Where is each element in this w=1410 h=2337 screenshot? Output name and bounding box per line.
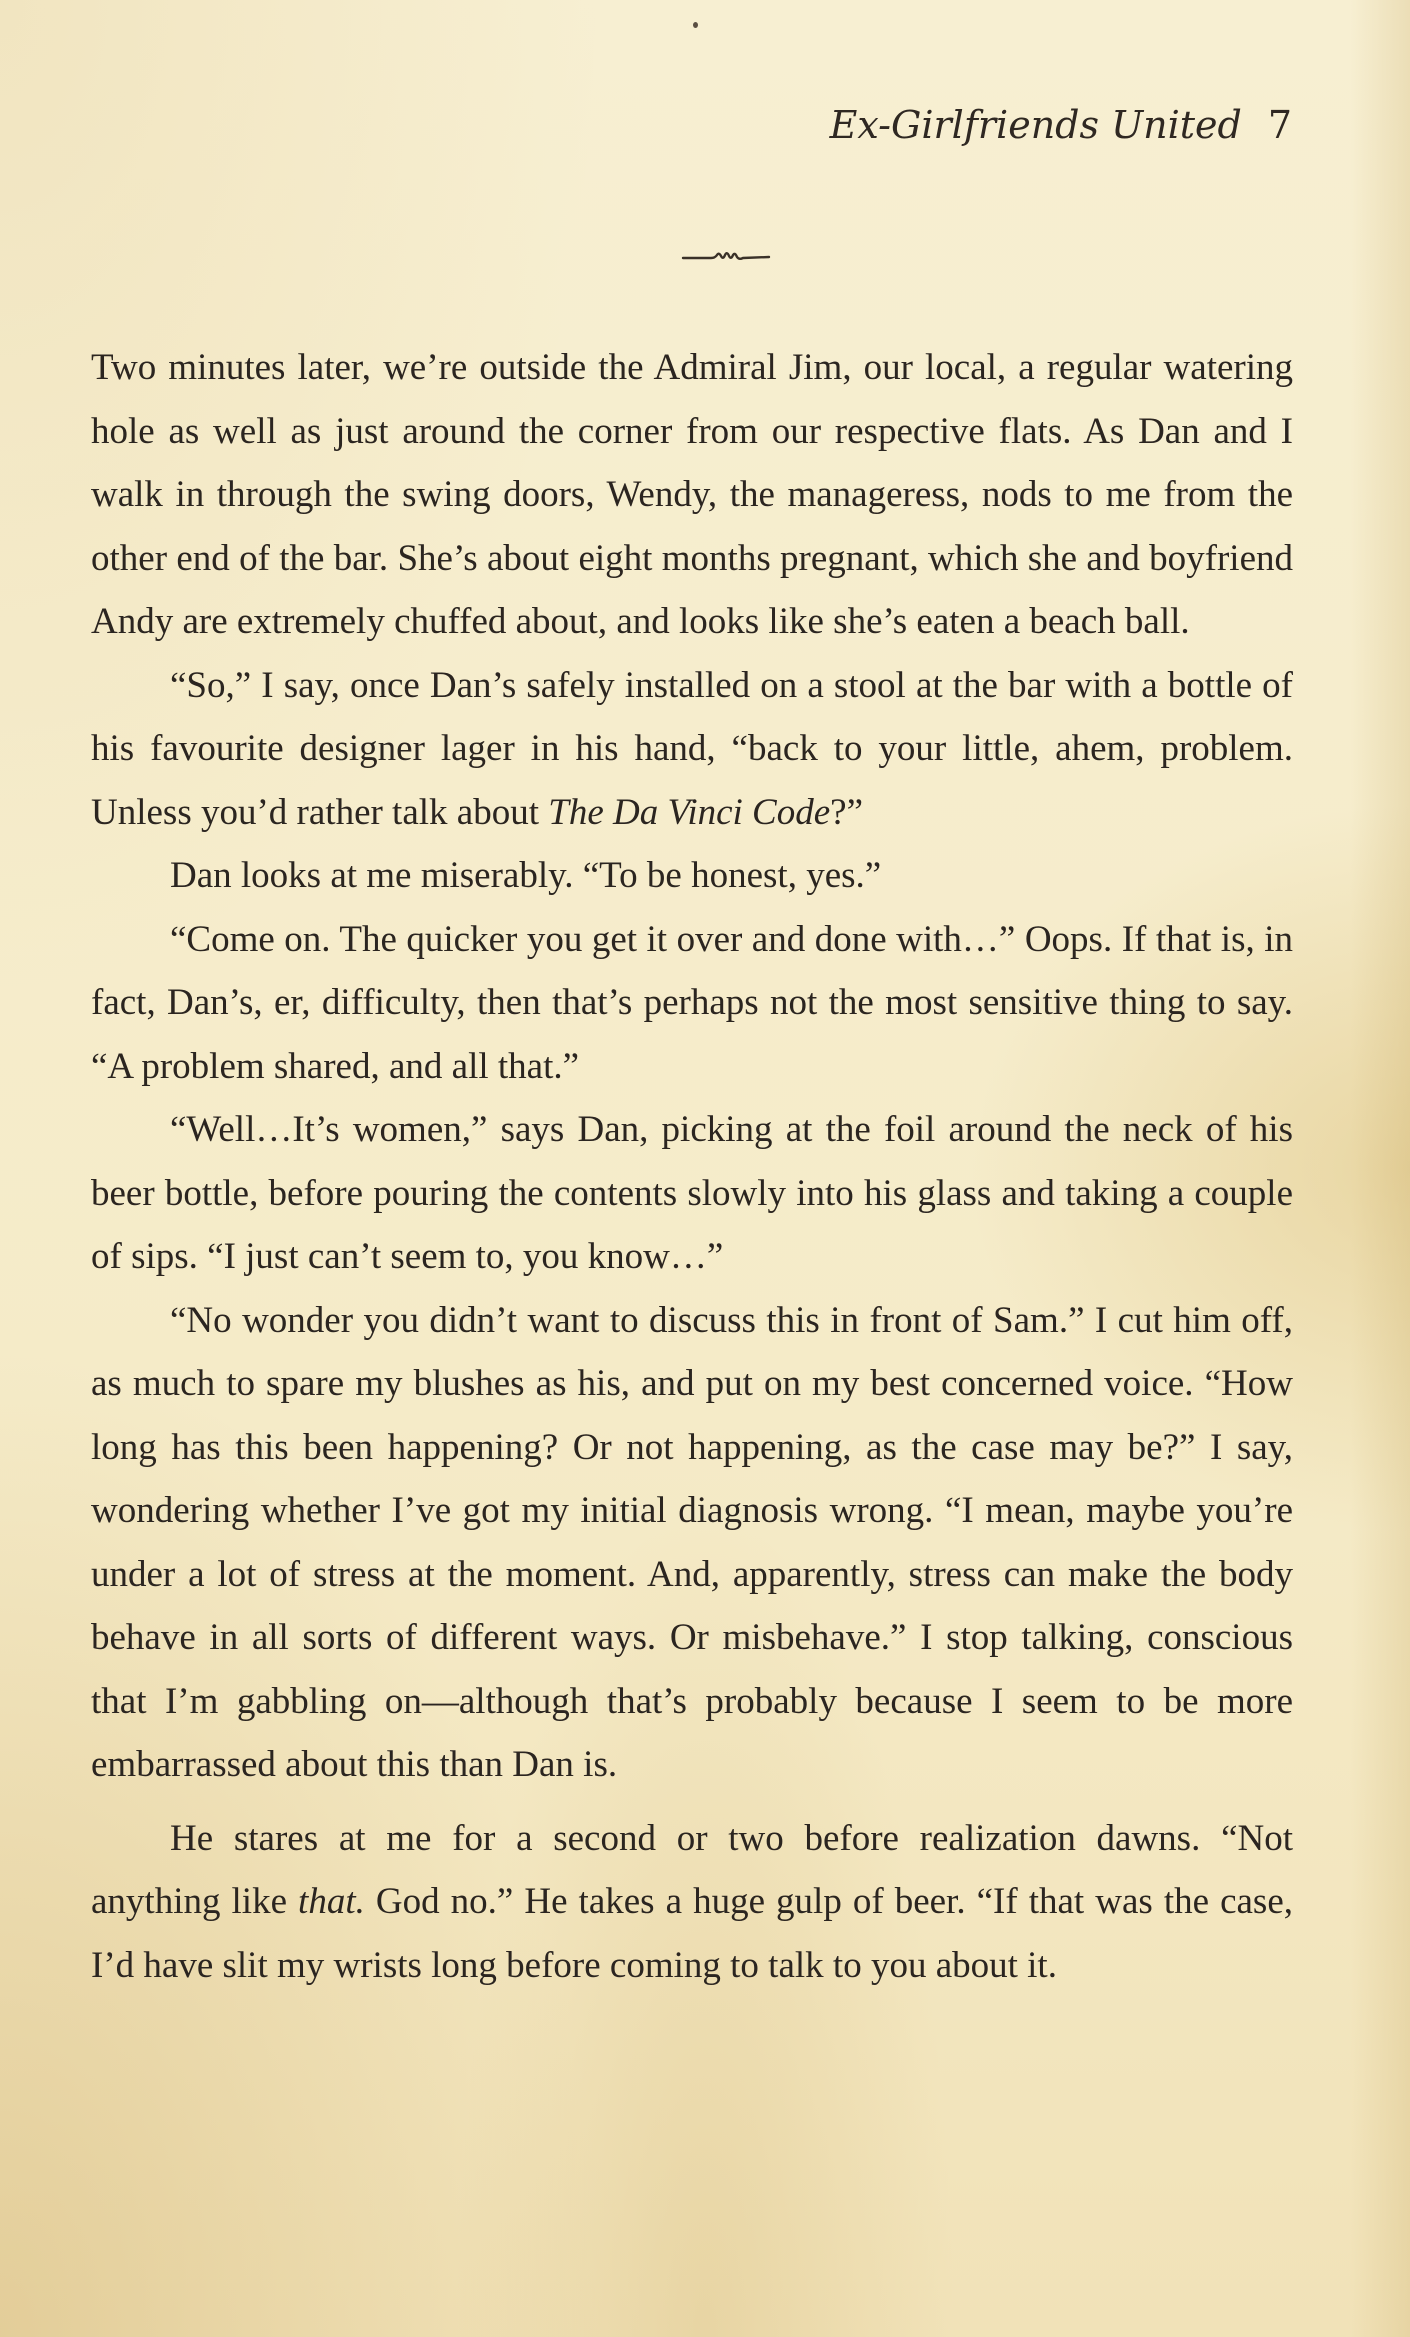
- paragraph-2-text-end: ?”: [830, 791, 864, 833]
- paragraph-2: [91, 654, 1293, 845]
- running-header: [829, 103, 1292, 147]
- emphasis-italic: that.: [298, 1881, 365, 1922]
- paragraph-1: Two minutes later, we’re outside the Admiral Jim, our local, a regular watering hole as well as just around the corner from our respective flats. As Dan and I walk in through the swing doors, Wendy, the manageress, nods to me from the other end of the bar. She’s about eight months pregnant, which she and boyfriend Andy are extremely chuffed about, and looks like she’s eaten a beach ball.: [91, 347, 1293, 642]
- ink-speck: [693, 22, 698, 28]
- paragraph-7: [91, 1807, 1293, 1998]
- paragraph-3: Dan looks at me miserably. “To be honest, yes.”: [170, 855, 882, 896]
- paragraph-6: “No wonder you didn’t want to discuss this in front of Sam.” I cut him off, as much to spare my blushes as his, and put on my best concerned voice. “How long has this been happening? Or not happening, as the case may be?” I say, wondering whether I’ve got my initial diagnosis wrong. “I mean, maybe you’re under a lot of stress at the moment. And, apparently, stress can make the body behave in all sorts of different ways. Or misbehave.” I stop talking, conscious that I’m gabbling on—although that’s probably because I seem to be more embarrassed about this than Dan is.: [91, 1299, 1293, 1785]
- paragraph-5: “Well…It’s women,” says Dan, picking at the foil around the neck of his beer bottle, before pouring the contents slowly into his glass and taking a couple of sips. “I just can’t seem to, you know…”: [91, 1109, 1293, 1277]
- book-reference-italic: The Da Vinci Code: [548, 791, 831, 833]
- paragraph-2-text-start: “So,” I say, once Dan’s safely installed on a stool at the bar with a bottle of his favourite designer lager in his hand, “back to your little, ahem, problem. Unless you’d rather talk about: [91, 664, 1293, 833]
- book-title: Ex-Girlfriends United: [829, 103, 1242, 147]
- paragraph-4: “Come on. The quicker you get it over and done with…” Oops. If that is, in fact, Dan’s, er, difficulty, then that’s perhaps not the most sensitive thing to say. “A problem shared, and all that.”: [91, 918, 1293, 1087]
- body-text: [91, 336, 1293, 1997]
- paragraph-7-text-start: He stares at me for a second or two before realization dawns. “Not anything like: [91, 1817, 1293, 1922]
- section-break-flourish-icon: [681, 248, 771, 266]
- paragraph-7-text-end: God no.” He takes a huge gulp of beer. “If that was the case, I’d have slit my wrists long before coming to talk to you about it.: [91, 1881, 1293, 1986]
- page-edge-shading: [1350, 0, 1410, 2337]
- page-number: 7: [1267, 103, 1292, 147]
